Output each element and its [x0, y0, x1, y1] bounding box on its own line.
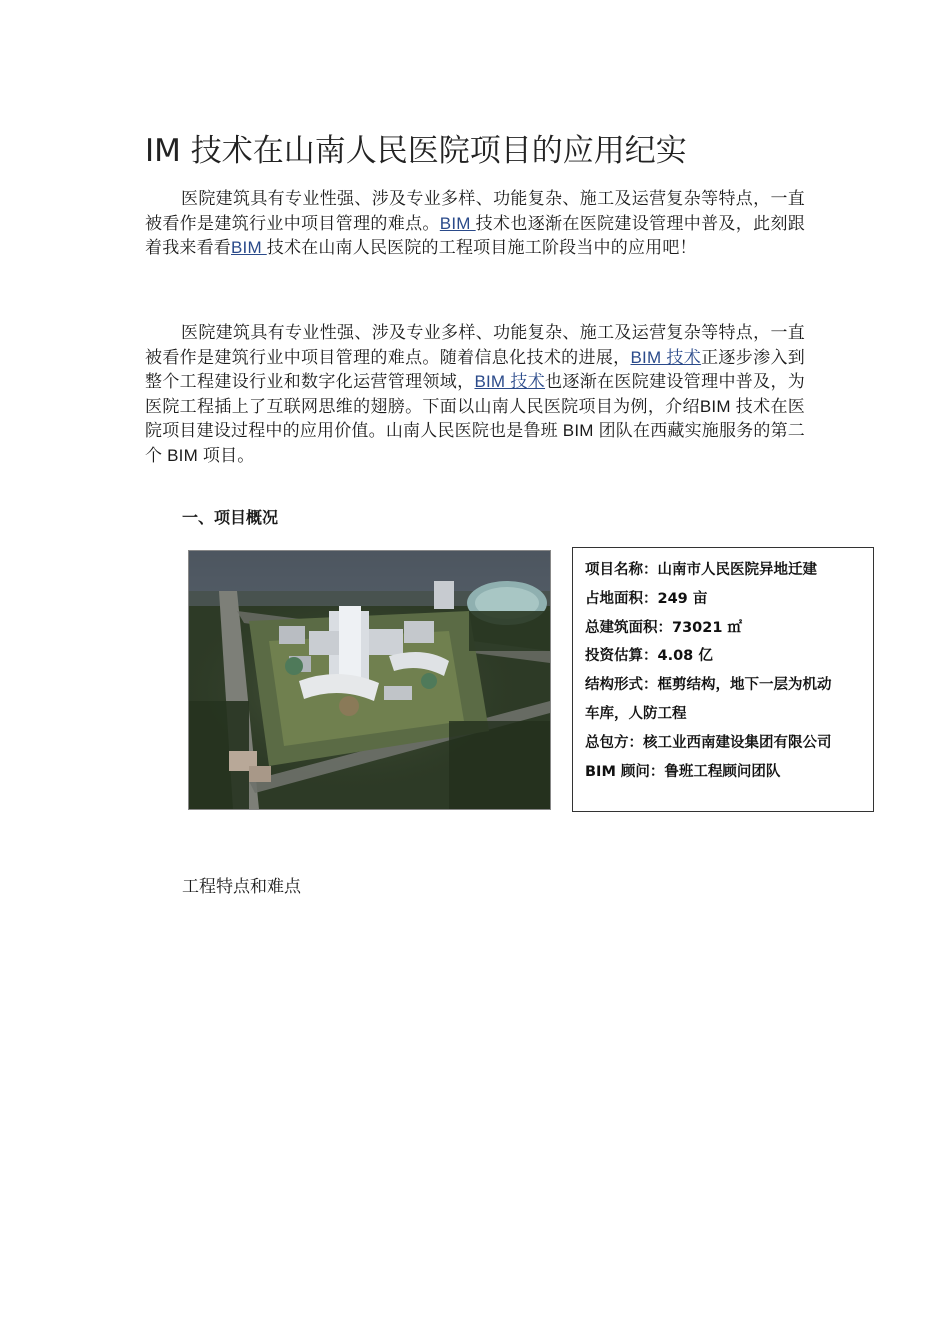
body-text-3: 也逐渐在医院建设管理中普及，为医院工程插上了互联网思维的翅膀。下面以山南人民医院项目为例，介绍	[145, 372, 806, 417]
info-contractor: 总包方：核工业西南建设集团有限公司	[585, 734, 832, 751]
aerial-rendering-image	[189, 551, 550, 809]
info-land-area: 占地面积：249 亩	[585, 590, 708, 607]
info-floor-area: 总建筑面积：73021 ㎡	[585, 619, 742, 636]
intro-text-2: 技术也逐渐在医院建设管理中普及，此刻跟着我来看看	[145, 213, 805, 258]
body-paragraph	[145, 321, 805, 468]
intro-paragraph	[145, 187, 805, 261]
intro-text-1: 医院建筑具有专业性强、涉及专业多样、功能复杂、施工及运营复杂等特点，一直被看作是建筑行业中项目管理的难点。	[145, 189, 805, 234]
info-structure: 结构形式：框剪结构，地下一层为机动	[585, 677, 832, 694]
info-bim-consultant: BIM 顾问：鲁班工程顾问团队	[585, 763, 781, 780]
bim-link-1[interactable]: BIM	[439, 213, 476, 233]
bim-tech-link-1[interactable]: BIM 技术	[630, 347, 702, 367]
hospital-aerial-rendering	[188, 550, 551, 810]
intro-text-3: 技术在山南人民医院的工程项目施工阶段当中的应用吧！	[266, 238, 697, 258]
body-text-4: 技术在医院项目建设过程中的应用价值。山南人民医院也是鲁班	[145, 396, 805, 441]
info-project-name: 项目名称：山南市人民医院异地迁建	[585, 562, 817, 578]
bim-link-2[interactable]: BIM	[231, 238, 267, 257]
subheading-features: 工程特点和难点	[182, 877, 301, 897]
bim-term-3: BIM	[162, 445, 203, 465]
info-investment: 投资估算：4.08 亿	[585, 648, 713, 665]
body-text-2: 正逐步渗入到整个工程建设行业和数字化运营管理领域，	[145, 347, 805, 392]
section-heading-overview: 一、项目概况	[182, 508, 279, 527]
bim-term-2: BIM	[557, 421, 599, 440]
bim-tech-link-2[interactable]: BIM 技术	[474, 372, 546, 391]
body-text-1: 医院建筑具有专业性强、涉及专业多样、功能复杂、施工及运营复杂等特点，一直被看作是建筑行业中项目管理的难点。随着信息化技术的进展，	[145, 323, 805, 368]
body-text-6: 项目。	[202, 445, 255, 466]
bim-term-1: BIM	[699, 396, 736, 416]
document-title: IM 技术在山南人民医院项目的应用纪实	[145, 133, 687, 169]
body-text-5: 团队在西藏实施服务的第二个	[145, 421, 805, 466]
info-structure-cont: 车库，人防工程	[585, 705, 687, 722]
project-info-box	[572, 547, 874, 812]
